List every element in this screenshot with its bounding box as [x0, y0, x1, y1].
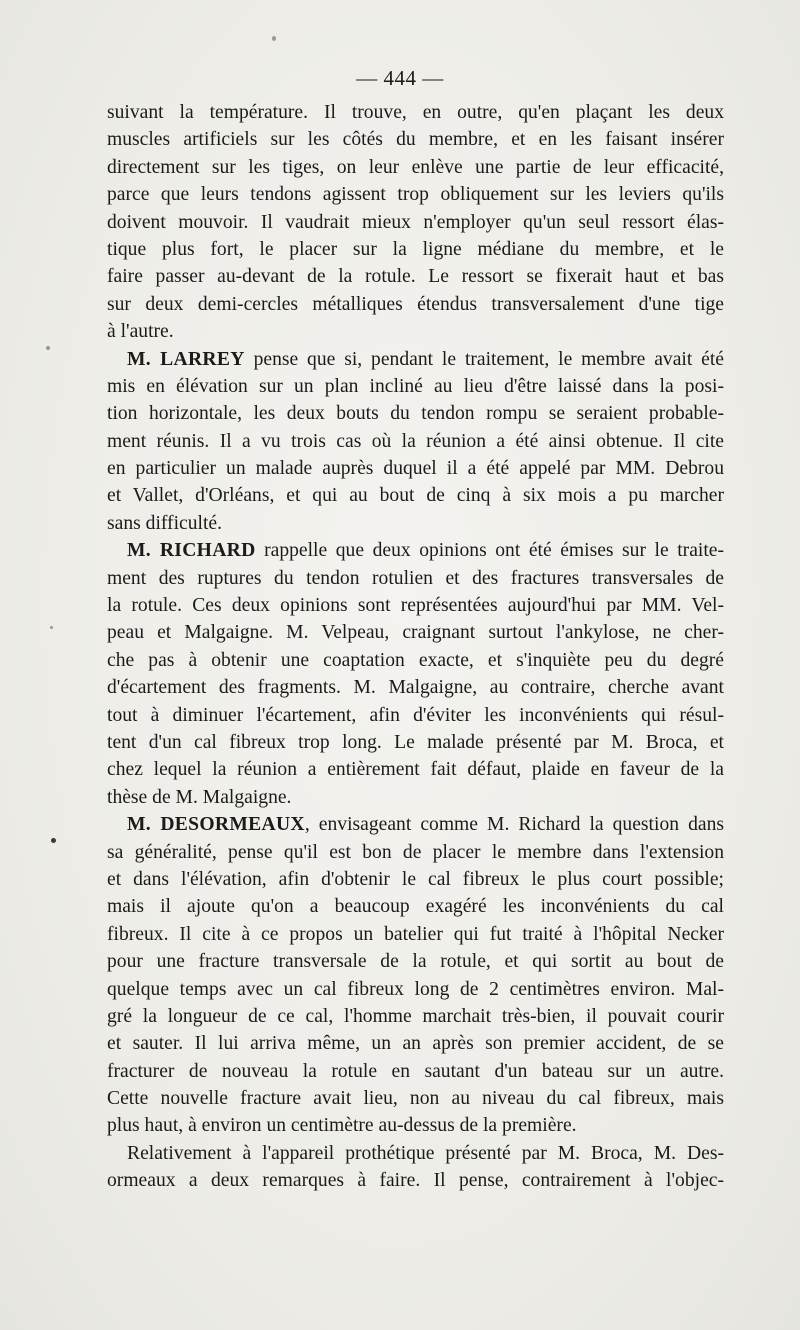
text-line [107, 346, 724, 373]
body-text [107, 99, 724, 1195]
speaker-name: M. DESORMEAUX [127, 814, 305, 836]
scan-speck [50, 626, 53, 629]
paragraph [107, 346, 724, 538]
text-fragment: rappelle que deux opinions ont été émises sur le traite- [255, 540, 725, 562]
text-line: d'écartement des fragments. M. Malgaigne, au contraire, cherche avant [107, 677, 724, 699]
text-line: fibreux. Il cite à ce propos un batelier qui fut traité à l'hôpital Necker [107, 923, 724, 945]
text-line: pour une fracture transversale de la rotule, et qui sortit au bout de [107, 951, 724, 973]
text-line: ment réunis. Il a vu trois cas où la réunion a été ainsi obtenue. Il cite [107, 430, 724, 452]
page-number: — 444 — [356, 66, 444, 90]
scan-speck [272, 36, 276, 41]
text-line: directement sur les tiges, on leur enlève une partie de leur efficacité, [107, 156, 724, 178]
text-line: faire passer au-devant de la rotule. Le ressort se fixerait haut et bas [107, 266, 724, 288]
text-line: et Vallet, d'Orléans, et qui au bout de cinq à six mois a pu marcher [107, 485, 724, 507]
paragraph [107, 1140, 724, 1195]
scan-speck [46, 346, 50, 350]
text-line: ormeaux a deux remarques à faire. Il pense, contrairement à l'objec- [107, 1170, 724, 1192]
text-line: tout à diminuer l'écartement, afin d'éviter les inconvénients qui résul- [107, 704, 724, 726]
text-line: che pas à obtenir une coaptation exacte, et s'inquiète peu du degré [107, 649, 724, 671]
text-line: plus haut, à environ un centimètre au-dessus de la première. [107, 1115, 577, 1137]
text-line: chez lequel la réunion a entièrement fait défaut, plaide en faveur de la [107, 759, 724, 781]
speaker-name: M. RICHARD [127, 540, 256, 562]
text-line: sur deux demi-cercles métalliques étendus transversalement d'une tige [107, 293, 724, 315]
text-line: tique plus fort, le placer sur la ligne médiane du membre, et le [107, 238, 724, 260]
text-line: parce que leurs tendons agissent trop obliquement sur les leviers qu'ils [107, 184, 724, 206]
paragraph [107, 537, 724, 811]
text-line: mis en élévation sur un plan incliné au lieu d'être laissé dans la posi- [107, 375, 724, 397]
text-fragment: , envisageant comme M. Richard la question dans [304, 814, 724, 836]
text-line: tion horizontale, les deux bouts du tendon rompu se seraient probable- [107, 403, 724, 425]
text-line: la rotule. Ces deux opinions sont représentées aujourd'hui par MM. Vel- [107, 595, 724, 617]
text-line [107, 537, 724, 564]
text-fragment: pense que si, pendant le traitement, le membre avait été [244, 348, 724, 370]
text-line: ment des ruptures du tendon rotulien et des fractures transversales de [107, 567, 724, 589]
text-line: sans difficulté. [107, 512, 222, 534]
text-line [107, 811, 724, 838]
text-line: mais il ajoute qu'on a beaucoup exagéré les inconvénients du cal [107, 896, 724, 918]
text-line: peau et Malgaigne. M. Velpeau, craignant surtout l'ankylose, ne cher- [107, 622, 724, 644]
text-line: Cette nouvelle fracture avait lieu, non au niveau du cal fibreux, mais [107, 1088, 724, 1110]
speaker-name: M. LARREY [127, 348, 245, 370]
text-line: thèse de M. Malgaigne. [107, 786, 292, 808]
scan-speck [51, 838, 56, 843]
text-line: Relativement à l'appareil prothétique présenté par M. Broca, M. Des- [127, 1142, 724, 1164]
paragraph [107, 811, 724, 1140]
text-line: et sauter. Il lui arriva même, un an après son premier accident, de se [107, 1033, 724, 1055]
text-line: doivent mouvoir. Il vaudrait mieux n'employer qu'un seul ressort élas- [107, 211, 724, 233]
text-line: et dans l'élévation, afin d'obtenir le cal fibreux le plus court possible; [107, 868, 724, 890]
text-line: à l'autre. [107, 321, 174, 343]
text-line: muscles artificiels sur les côtés du membre, et en les faisant insérer [107, 129, 724, 151]
text-line: en particulier un malade auprès duquel il a été appelé par MM. Debrou [107, 458, 724, 480]
text-line: sa généralité, pense qu'il est bon de placer le membre dans l'extension [107, 841, 724, 863]
text-line: fracturer de nouveau la rotule en sautant d'un bateau sur un autre. [107, 1060, 724, 1082]
text-line: tent d'un cal fibreux trop long. Le malade présenté par M. Broca, et [107, 731, 724, 753]
text-line: suivant la température. Il trouve, en outre, qu'en plaçant les deux [107, 102, 724, 123]
text-line: gré la longueur de ce cal, l'homme marchait très-bien, il pouvait courir [107, 1005, 724, 1027]
paragraph [107, 99, 724, 346]
text-line: quelque temps avec un cal fibreux long de 2 centimètres environ. Mal- [107, 978, 724, 1000]
